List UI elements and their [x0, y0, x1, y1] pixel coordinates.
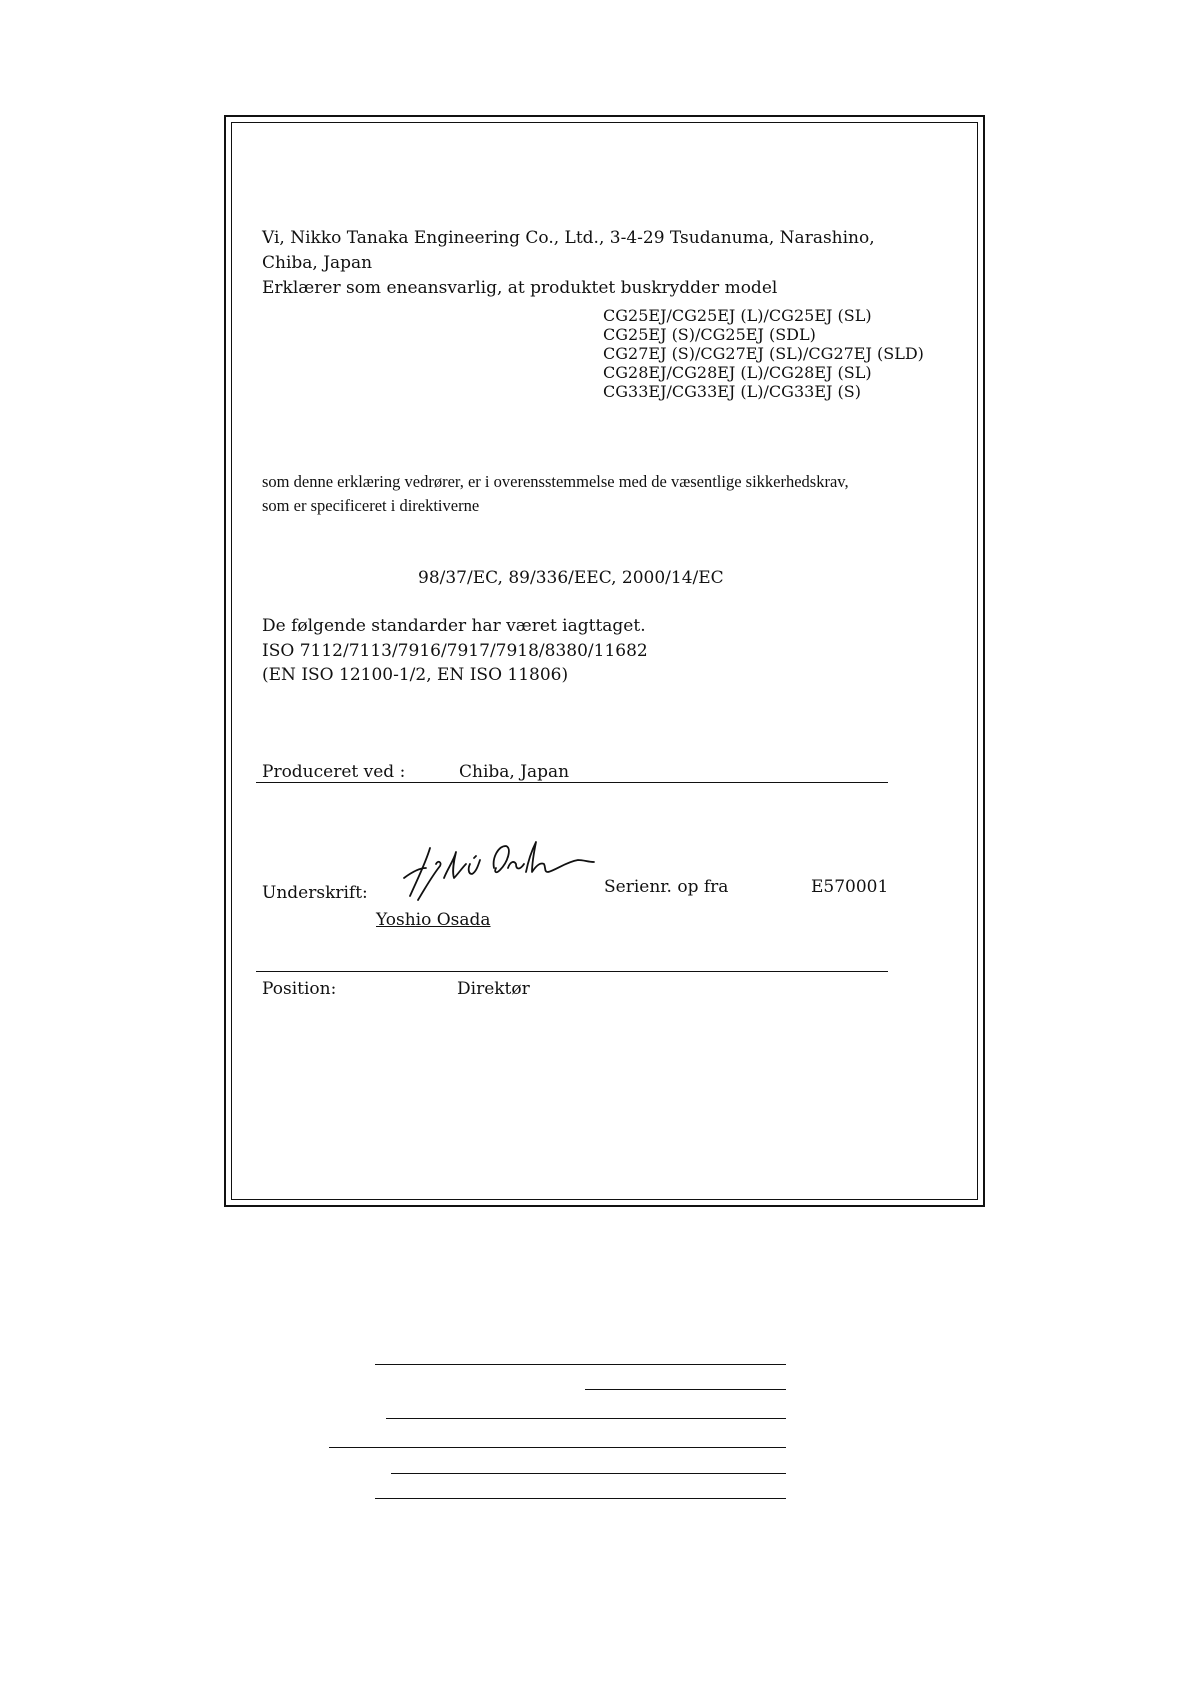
- model-line: CG25EJ (S)/CG25EJ (SDL): [603, 325, 816, 344]
- signature-label: Underskrift:: [262, 883, 368, 903]
- produced-label: Produceret ved :: [262, 762, 406, 782]
- blank-line: [375, 1498, 786, 1499]
- manufacturer-location: Chiba, Japan: [262, 253, 373, 273]
- serial-label: Serienr. op fra: [604, 877, 729, 897]
- signer-name: Yoshio Osada: [376, 910, 491, 930]
- blank-line: [585, 1389, 786, 1390]
- serial-value: E570001: [811, 877, 889, 897]
- standards-en: (EN ISO 12100-1/2, EN ISO 11806): [262, 665, 569, 685]
- handwritten-signature: [398, 838, 598, 904]
- model-line: CG27EJ (S)/CG27EJ (SL)/CG27EJ (SLD): [603, 344, 924, 363]
- standards-iso: ISO 7112/7113/7916/7917/7918/8380/11682: [262, 641, 648, 661]
- conformity-text-line2: som er specificeret i direktiverne: [262, 496, 480, 515]
- manufacturer-line: Vi, Nikko Tanaka Engineering Co., Ltd., 3-4-29 Tsudanuma, Narashino,: [262, 228, 875, 248]
- produced-value: Chiba, Japan: [459, 762, 570, 782]
- produced-divider: [256, 782, 888, 783]
- declaration-statement: Erklærer som eneansvarlig, at produktet buskrydder model: [262, 278, 778, 298]
- position-label: Position:: [262, 979, 337, 999]
- position-value: Direktør: [457, 979, 530, 999]
- blank-line: [391, 1473, 786, 1474]
- model-list: [603, 306, 924, 401]
- model-line: CG33EJ/CG33EJ (L)/CG33EJ (S): [603, 382, 861, 401]
- conformity-text-line1: som denne erklæring vedrører, er i overensstemmelse med de væsentlige sikkerhedskrav,: [262, 472, 849, 491]
- directives-list: 98/37/EC, 89/336/EEC, 2000/14/EC: [418, 568, 724, 588]
- standards-intro: De følgende standarder har været iagttaget.: [262, 616, 646, 636]
- blank-line: [329, 1447, 786, 1448]
- model-line: CG25EJ/CG25EJ (L)/CG25EJ (SL): [603, 306, 872, 325]
- signature-divider: [256, 971, 888, 972]
- blank-line: [386, 1418, 786, 1419]
- blank-line: [375, 1364, 786, 1365]
- model-line: CG28EJ/CG28EJ (L)/CG28EJ (SL): [603, 363, 872, 382]
